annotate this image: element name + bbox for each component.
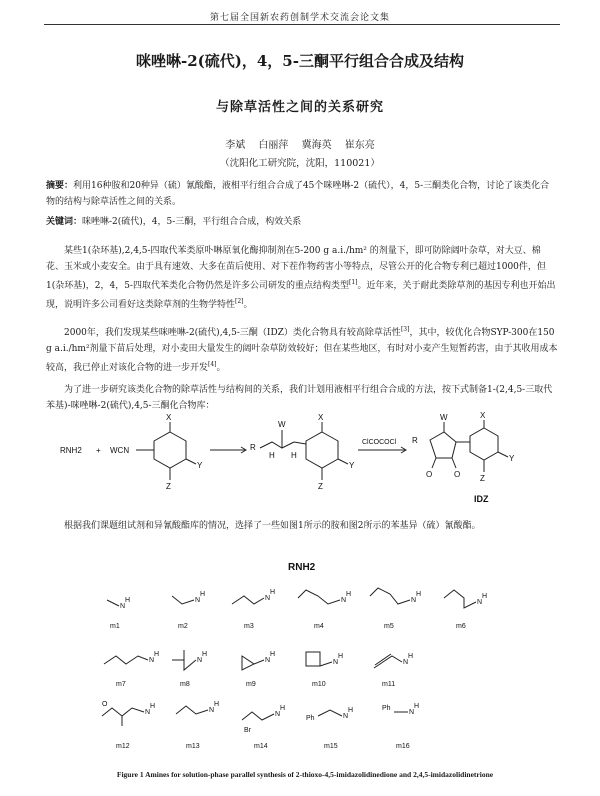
paragraph-3: 为了进一步研究该类化合物的除草活性与结构间的关系，我们计划用液相平行组合合成的方法，按下式制备1-(2,4,5-三取代苯基)-咪唑啉-2(硫代),4,5-三酮化合物库： [46,385,553,411]
ref-1: [1] [348,279,358,286]
reactant-z: Z [166,482,171,491]
author-3: 冀海英 [301,140,332,151]
m15-skeleton [318,710,342,716]
reactant-wcn: WCN [110,446,130,455]
label-m9: m9 [246,681,256,688]
product-y: Y [509,454,515,463]
label-m10: m10 [312,681,326,688]
m9-h: H [270,651,276,658]
m4-h: H [346,591,352,598]
label-m12: m12 [116,743,130,750]
label-m8: m8 [180,681,190,688]
author-2: 白丽萍 [258,140,289,151]
author-1: 李斌 [225,140,246,151]
reactant-rnh2: RNH2 [60,446,82,455]
m9-bond [254,660,264,664]
ref-3: [3] [400,326,410,333]
m12-o: O [102,701,108,708]
m16-n: N [409,709,415,716]
m1-n: N [120,603,126,610]
figure-1-caption: Figure 1 Amines for solution-phase parallel synthesis of 2-thioxo-4,5-imidazolidinedione and 2,4,5-imidazolidinetrione [116,770,494,779]
m9-cyclopropyl [242,656,254,670]
paragraph-1 [46,243,558,313]
m6-skeleton [444,590,476,608]
m16-ph: Ph [382,705,391,712]
m8-n: N [197,657,203,664]
m6-n: N [477,599,483,606]
label-m7: m7 [116,681,126,688]
m8-h: H [202,651,208,658]
keywords-label: 关键词： [46,217,83,227]
label-m2: m2 [178,623,188,630]
intermediate-h2: H [291,451,297,460]
reactant-x: X [166,413,172,422]
paragraph-4: 根据我们课题组试剂和异氰酸酯库的情况，选择了一些如图1所示的胺和图2所示的苯基异（硫）氰酸酯。 [64,521,481,531]
ref-2: [2] [235,298,244,305]
m10-n: N [333,659,339,666]
ref-4: [4] [208,361,217,368]
product-o2: O [454,470,461,479]
intermediate-x: X [318,413,324,422]
m5-h: H [416,591,422,598]
keywords-text: 咪唑啉-2(硫代)，4，5-三酮，平行组合合成，构效关系 [82,217,302,227]
product-y-bond [498,452,508,457]
m7-h: H [154,651,160,658]
reactant-y: Y [197,461,203,470]
m12-skeleton [102,708,144,716]
abstract-label: 摘要： [46,181,74,191]
m14-n: N [275,711,281,718]
m10-cyclobutyl [306,652,320,666]
label-m3: m3 [244,623,254,630]
paragraph-2-end: 。 [216,363,226,373]
product-o1: O [426,470,433,479]
amine-atom-labels [102,589,487,734]
m3-h: H [270,589,276,596]
abstract-text: 利用16种胺和20种异（硫）氰酸酯，液相平行组合合成了45个咪唑啉-2（硫代），4，5-三酮类化合物，讨论了该类化合物的结构与除草活性之间的关系。 [46,181,550,207]
intermediate-ring-bond [294,442,306,444]
m11-propargyl [374,656,402,668]
m13-h: H [214,701,220,708]
intermediate-z: Z [318,482,323,491]
m5-n: N [411,597,417,604]
header-rule [44,24,560,25]
product-x: X [480,411,486,420]
figure-1-amines [92,556,522,766]
intermediate-w: W [278,420,286,429]
scheme-drawing [136,420,508,480]
label-m16: m16 [396,743,410,750]
m2-n: N [195,597,201,604]
author-list [0,136,600,151]
m5-skeleton [370,588,410,604]
m12-n: N [145,709,151,716]
label-m6: m6 [456,623,466,630]
m11-h: H [408,653,414,660]
m14-h: H [280,705,286,712]
m13-skeleton [176,706,208,714]
product-o-bond-1 [432,458,436,468]
label-m15: m15 [324,743,338,750]
paper-title-line2: 与除草活性之间的关系研究 [215,100,384,115]
m11-n: N [403,659,409,666]
paragraph-2-mid: ，其中，较优化合物SYP-300在150 g a.i./hm²剂量下苗后处理，对小麦田大量发生的阔叶杂草防效较好；但在某些地区，有时对小麦产生短暂药害，由于其收用成本较高，我已停止对该化合物的进一步开发 [46,328,558,373]
product-label-idz: IDZ [474,494,489,504]
label-m5: m5 [384,623,394,630]
m11-triple-bond [375,654,391,665]
m8-skeleton [172,650,196,670]
author-4: 崔东亮 [344,140,375,151]
m7-skeleton [104,656,148,664]
label-m1: m1 [110,623,120,630]
m12-h: H [150,703,156,710]
m10-h: H [338,653,344,660]
figure-title-rnh2: RNH2 [288,562,316,573]
reactant-benzene-ring [154,432,186,468]
intermediate-y-bond [338,459,348,464]
m3-skeleton [232,596,264,604]
intermediate-r: R [250,443,256,452]
m2-h: H [200,591,206,598]
m16-h: H [414,703,420,710]
label-m13: m13 [186,743,200,750]
reactant-y-bond [186,459,196,464]
product-o-bond-2 [452,458,456,468]
product-r: R [412,436,418,445]
m9-n: N [265,657,271,664]
m15-ph: Ph [306,715,315,722]
label-m11: m11 [382,681,396,688]
scheme-plus: + [96,446,101,455]
m4-skeleton [298,590,340,604]
paragraph-2-text: 2000年，我们发现某些咪唑啉-2(硫代),4,5-三酮（IDZ）类化合物具有较高除草活性 [64,328,401,338]
label-m14: m14 [254,743,268,750]
intermediate-benzene-ring [306,432,338,468]
intermediate-h1: H [269,451,275,460]
m6-h: H [482,593,488,600]
m2-skeleton [172,596,194,604]
m10-bond [320,662,332,666]
m3-n: N [265,595,271,602]
product-imidazolidine-ring [430,432,456,458]
paragraph-1-end: 。 [243,300,253,310]
intermediate-y: Y [349,461,355,470]
product-benzene-ring [470,428,498,460]
reagent-oxalyl-chloride: ClCOCOCl [362,439,397,446]
m1-h: H [125,597,131,604]
m15-n: N [343,713,349,720]
m15-h: H [348,707,354,714]
product-w: W [440,413,448,422]
abstract [46,178,558,210]
intermediate-chain [260,442,294,448]
m1-skeleton [107,600,119,606]
amine-compound-labels [110,623,466,750]
paragraph-2 [46,322,558,376]
paper-title-line1: 咪唑啉-2(硫代)，4，5-三酮平行组合合成及结构 [136,52,464,70]
m14-br: Br [244,727,251,734]
m13-n: N [209,707,215,714]
m14-skeleton [242,712,274,720]
affiliation: （沈阳化工研究院，沈阳，110021） [220,158,380,169]
running-header: 第七届全国新农药创制学术交流会论文集 [209,13,390,23]
m4-n: N [341,597,347,604]
label-m4: m4 [314,623,324,630]
paragraph-1-text: 某些1(杂环基),2,4,5-四取代苯类原卟啉原氧化酶抑制剂在5-200 g a.i./hm² 的剂量下，即可防除阔叶杂草，对大豆、棉花、玉米或小麦安全。由于具有速效、大多在苗后使用、对下茬作物药害小等特点，尽管公开的化合物专利已超过1000件，但1(杂环基)，2，4，5-四取代苯类化合物仍然是许多公司研发的重点结构类型 [46,246,546,291]
product-z: Z [480,474,485,483]
reaction-scheme [60,410,540,510]
keywords [46,214,558,227]
paragraph-1-tail: 。近年来，关于耐此类除草剂的基因专利也开始出现，说明许多公司看好这类除草剂的生物学特性 [46,281,556,310]
m7-n: N [149,657,155,664]
